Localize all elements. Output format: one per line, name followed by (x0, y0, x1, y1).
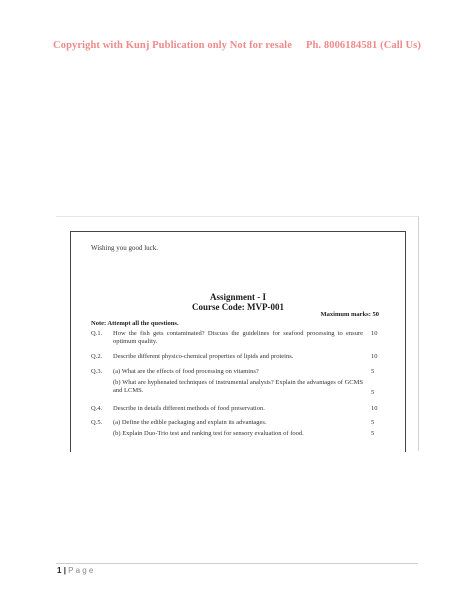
watermark-phone: Ph. 8006184581 (Call Us) (305, 40, 421, 51)
page-number: 1 (57, 566, 62, 575)
assignment-frame (70, 231, 406, 452)
copyright-watermark (0, 40, 474, 51)
page-label: P a g e (68, 566, 94, 575)
question-marks: 5 (371, 368, 375, 375)
question-text: Describe different physico-chemical properties of lipids and proteins. (113, 353, 294, 360)
max-marks: Maximum marks: 50 (320, 311, 379, 318)
question-text: (a) What are the effects of food processing on vitamins? (113, 368, 259, 375)
page-separator: | (63, 566, 66, 575)
question-marks: 5 (371, 419, 375, 426)
question-text: Describe in details different methods of food preservation. (113, 405, 265, 412)
question-number: Q.1. (91, 330, 103, 337)
footer-divider (56, 563, 418, 564)
question-number: Q.4. (91, 405, 103, 412)
question-marks: 5 (371, 430, 375, 437)
question-text: How the fish gets contaminated? Discuss the guidelines for seafood processing to ensure optimum quality. (113, 330, 363, 345)
watermark-text: Copyright with Kunj Publication only Not for resale (53, 40, 292, 51)
question-marks: 10 (371, 353, 378, 360)
question-text: (b) What are hyphenated techniques of instrumental analysis? Explain the advantages of GCMS and LCMS. (113, 379, 363, 394)
question-number: Q.3. (91, 368, 103, 375)
assignment-heading (71, 292, 405, 312)
wish-text: Wishing you good luck. (91, 244, 158, 252)
question-text: (a) Define the edible packaging and explain its advantages. (113, 419, 267, 426)
assignment-title: Assignment - I (209, 292, 266, 302)
question-marks: 10 (371, 330, 378, 337)
note-text: Note: Attempt all the questions. (91, 320, 179, 327)
question-text: (b) Explain Duo-Trio test and ranking test for sensory evaluation of food. (113, 430, 304, 437)
question-number: Q.2. (91, 353, 103, 360)
question-marks: 10 (371, 405, 378, 412)
question-number: Q.5. (91, 419, 103, 426)
question-marks: 5 (371, 389, 375, 396)
course-code: Course Code: MVP-001 (192, 302, 284, 312)
page-footer (57, 566, 93, 575)
